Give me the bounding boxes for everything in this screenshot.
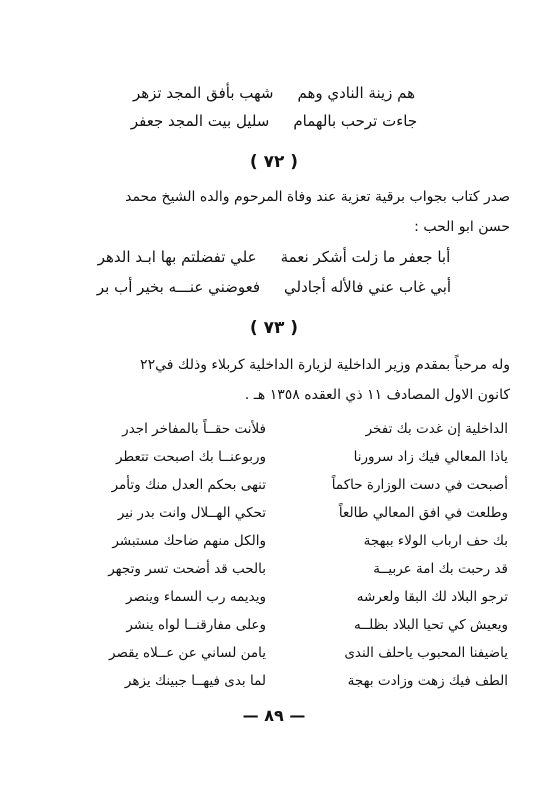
verse-first-hemistich: أبا جعفر ما زلت أشكر نعمة [280,248,451,266]
verse-second-hemistich: تنهى بحكم العدل منك وتأمر [111,477,266,493]
verse-second-hemistich: سليل بيت المجد جعفر [130,112,270,130]
verse-first-hemistich: ياذا المعالي فيك زاد سرورنا [353,449,508,465]
opening-verse [0,82,548,104]
section-73-verse [40,474,508,496]
verse-first-hemistich: الداخلية إن غدت بك تفخر [365,421,508,437]
section-73-verse [40,502,508,524]
verse-first-hemistich: ياضيفنا المحبوب ياحلف الندى [344,645,508,661]
verse-second-hemistich: فلأنت حقــاً بالمفاخر اجدر [122,421,266,437]
section-73-heading: ( ٧٣ ) [249,318,299,338]
verse-second-hemistich: شهب بأفق المجد تزهر [132,84,274,102]
verse-second-hemistich: فعوضني عنـــه بخير أب بر [96,278,260,296]
verse-second-hemistich: والكل منهم ضاحك مستبشر [112,533,266,549]
section-72-verse [0,276,548,298]
section-73-verse [40,418,508,440]
section-73-verse [40,670,508,692]
verse-second-hemistich: يامن لساني عن عــلاه يقصر [109,645,266,661]
section-72-intro-line: صدر كتاب بجواب برقية تعزية عند وفاة المرحوم والده الشيخ محمد [125,189,510,205]
verse-second-hemistich: بالحب قد أضحت تسر وتجهر [108,561,266,577]
opening-verse [0,110,548,132]
verse-second-hemistich: تحكي الهــلال وانت بدر نير [117,505,266,521]
section-73-verse [40,558,508,580]
verse-second-hemistich: لما بدى فيهــا جبينك يزهر [124,673,266,689]
verse-first-hemistich: أبي غاب عني فالأله أجادلي [284,278,452,296]
section-72-heading: ( ٧٢ ) [249,152,299,172]
section-73-verse [40,530,508,552]
verse-first-hemistich: قد رحبت بك امة عربيــة [373,561,508,577]
page-number: — ٨٩ — [242,706,306,725]
verse-first-hemistich: ترجو البلاد لك البقا ولعرشه [356,589,508,605]
section-73-verse [40,614,508,636]
verse-first-hemistich: الطف فيك زهت وزادت بهجة [347,673,508,689]
section-73-intro-line: كانون الاول المصادف ١١ ذي العقده ١٣٥٨ هـ . [244,387,510,403]
verse-first-hemistich: ويعيش كي تحيا البلاد بظلــه [353,617,508,633]
verse-second-hemistich: وربوعنــا بك اصبحت تتعطر [115,449,266,465]
section-73-verse [40,586,508,608]
verse-first-hemistich: بك حف ارباب الولاء ببهجة [363,533,508,549]
section-72-verse [0,246,548,268]
verse-first-hemistich: جاءت ترحب بالهمام [293,112,418,130]
verse-first-hemistich: أصبحت في دست الوزارة حاكماً [331,477,508,493]
verse-second-hemistich: ويديمه رب السماء وينصر [126,589,266,605]
section-72-intro-line: حسن ابو الحب : [414,219,510,235]
section-73-verse [40,642,508,664]
verse-first-hemistich: وطلعت في افق المعالي طالعاً [338,505,508,521]
section-73-intro-line: وله مرحباً بمقدم وزير الداخلية لزيارة الداخلية كربلاء وذلك في٢٢ [140,357,510,373]
verse-first-hemistich: هم زينة النادي وهم [297,84,416,102]
verse-second-hemistich: وعلى مفارقنــا لواه ينشر [126,617,266,633]
verse-second-hemistich: علي تفضلتم بها ابـد الدهر [97,248,257,266]
section-73-verse [40,446,508,468]
